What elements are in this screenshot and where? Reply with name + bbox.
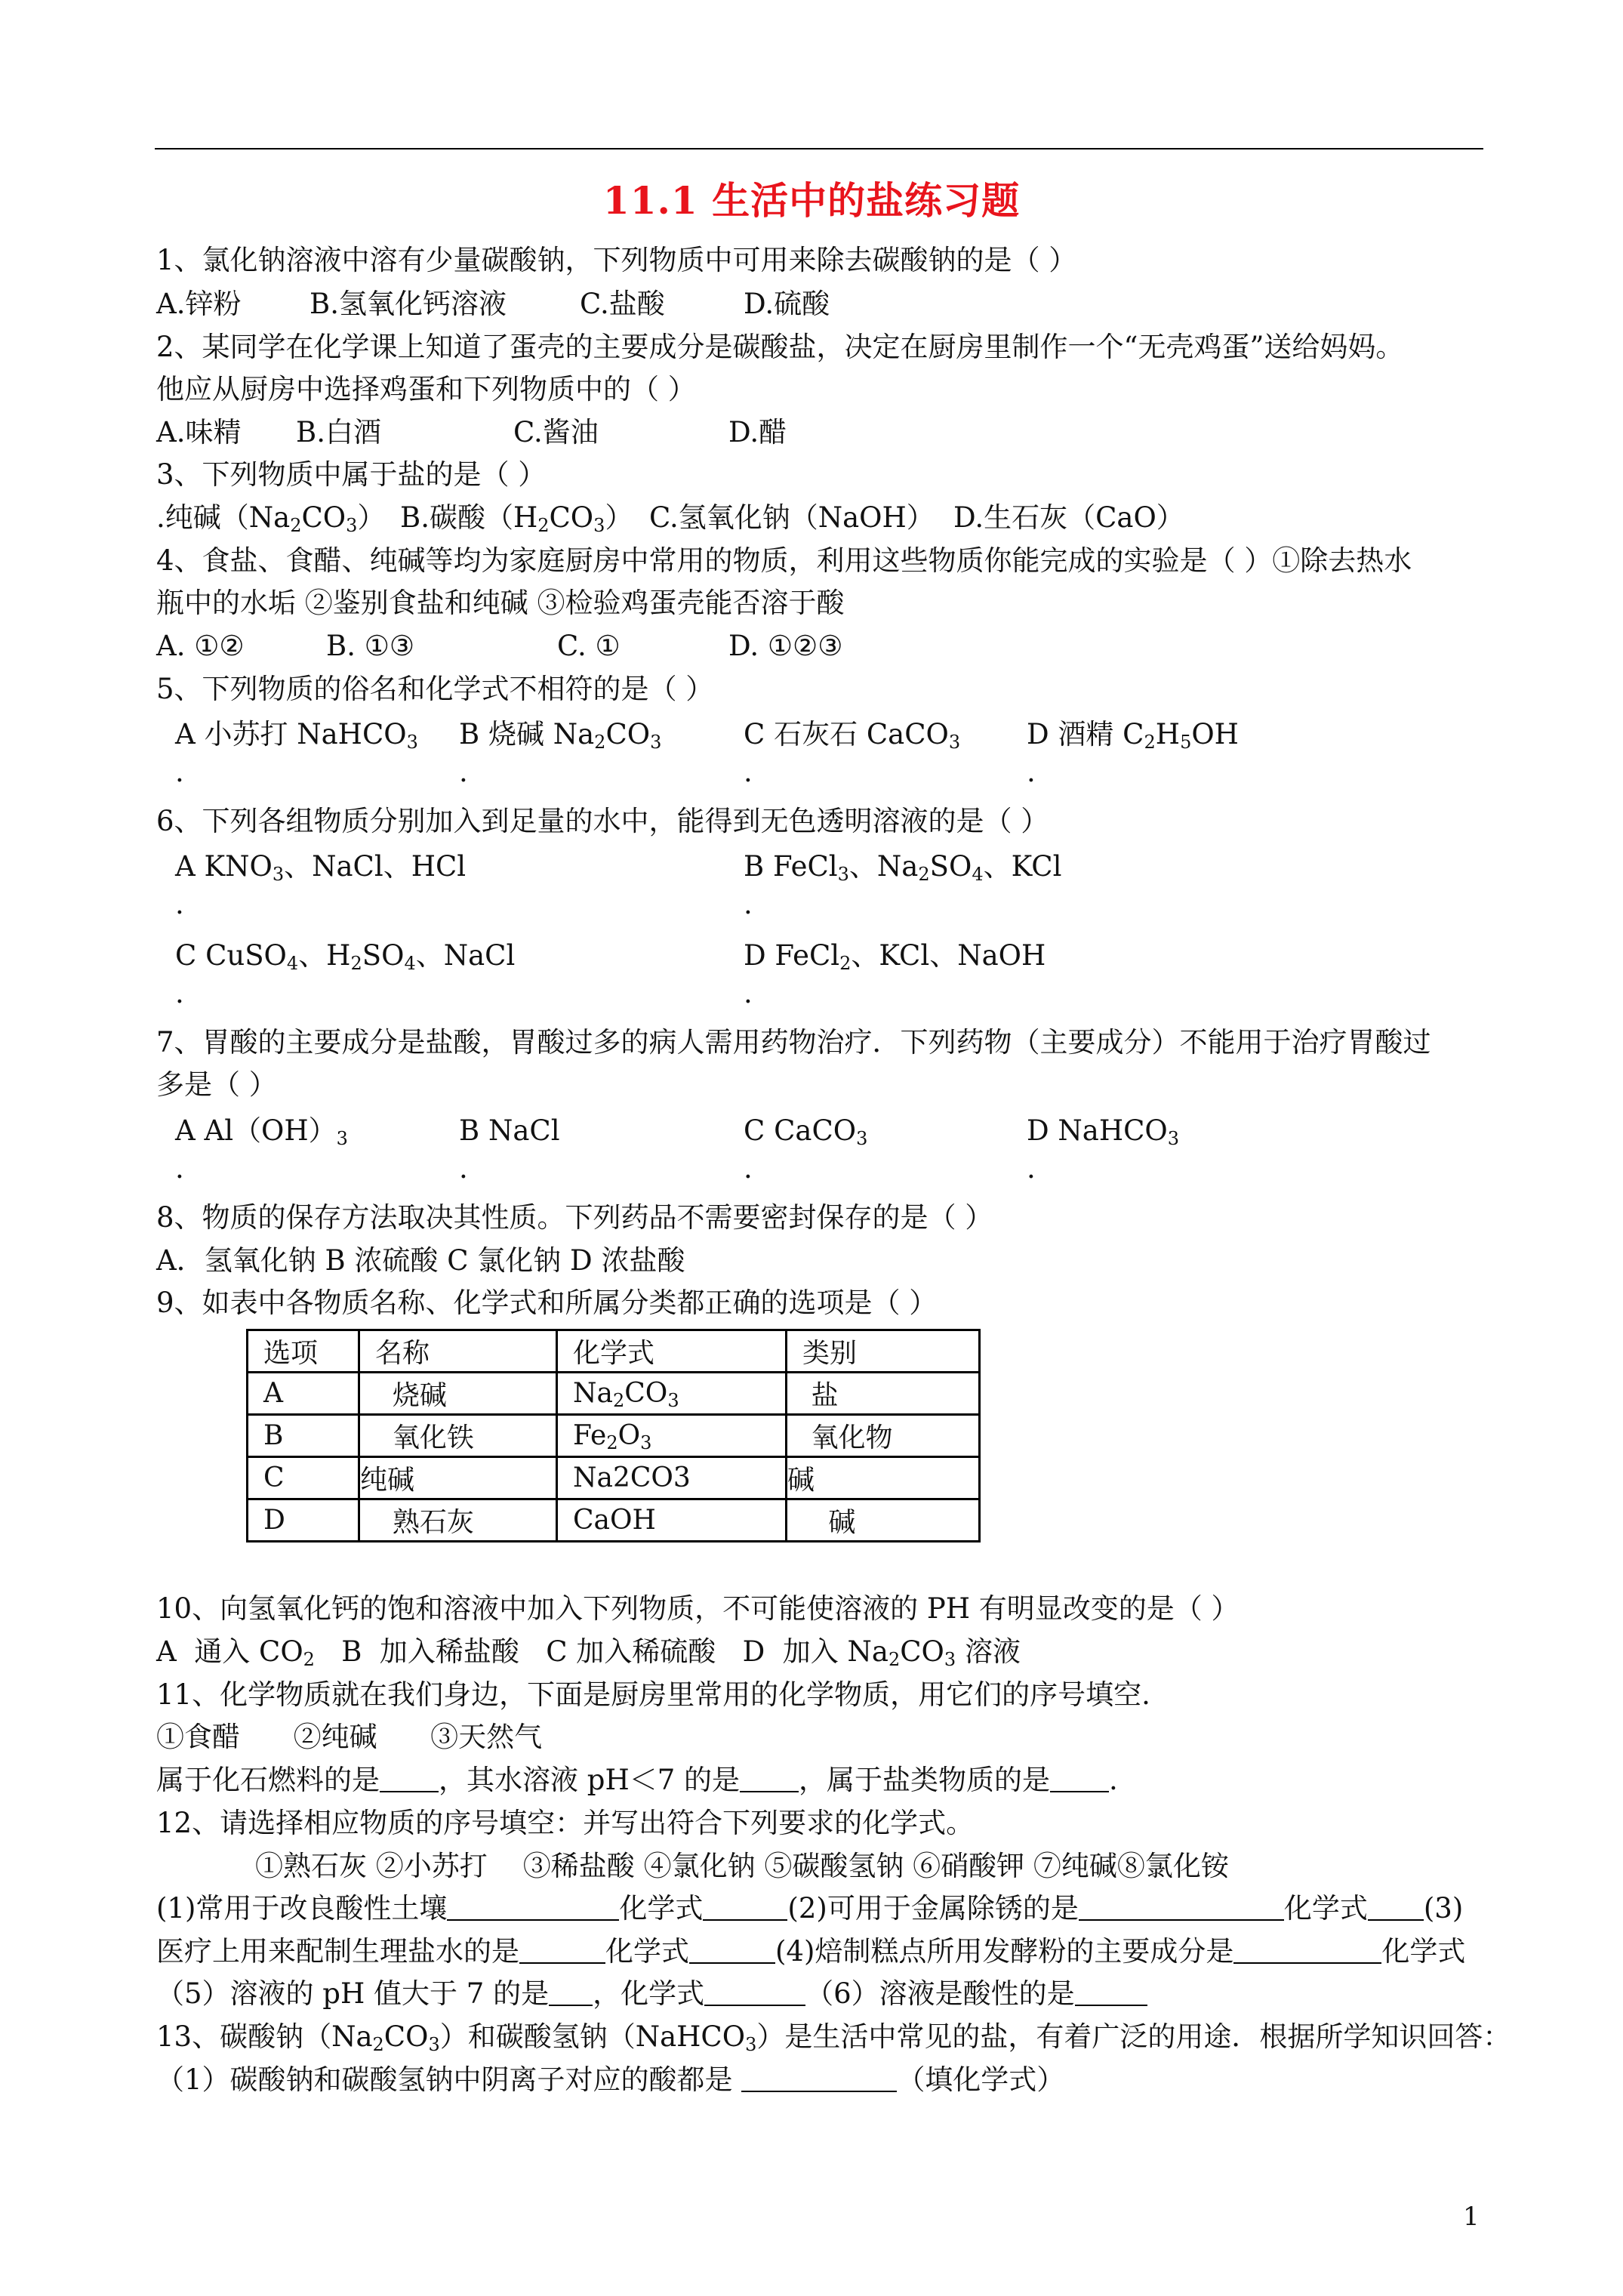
q2-option-c: C.酱油 <box>513 416 599 448</box>
q12-line-2: 医疗上用来配制生理盐水的是 化学式 (4)焙制糕点所用发酵粉的主要成分是 化学式 <box>156 1935 1466 1968</box>
question-8-stem: 8、物质的保存方法取决其性质。下列药品不需要密封保存的是（ ） <box>156 1201 993 1234</box>
q2-option-a: A.味精 <box>156 416 242 448</box>
q4-option-a: A. ①② <box>156 630 245 662</box>
q13-sub-question-1: （1）碳酸钠和碳酸氢钠中阴离子对应的酸都是 （填化学式） <box>156 2063 1065 2096</box>
table-cell-formula: Na2CO3 <box>557 1457 787 1499</box>
q8-options: A．氢氧化钠 B 浓硫酸 C 氯化钠 D 浓盐酸 <box>156 1244 685 1277</box>
question-2-stem-line-1: 2、某同学在化学课上知道了蛋壳的主要成分是碳酸盐，决定在厨房里制作一个“无壳鸡蛋”送给妈妈。 <box>156 331 1404 363</box>
q3-option-b: B.碳酸$(H_2CO_3)$ <box>400 501 633 536</box>
answer-blank[interactable] <box>741 2065 897 2092</box>
q1-option-b: B.氢氧化钙溶液 <box>310 288 507 320</box>
answer-blank[interactable] <box>519 1937 605 1964</box>
q1-option-c: C.盐酸 <box>580 288 665 320</box>
answer-blank[interactable] <box>447 1894 619 1921</box>
table-header-cell: 类别 <box>787 1330 980 1373</box>
answer-blank[interactable] <box>740 1765 799 1792</box>
q3-option-c: C.氢氧化钠（NaOH） <box>649 501 935 534</box>
table-header-cell: 选项 <box>248 1330 359 1373</box>
answer-blank[interactable] <box>1079 1894 1284 1921</box>
q4-option-c: C. ① <box>557 630 621 662</box>
table-cell-category: 氧化物 <box>787 1415 980 1457</box>
q4-option-b: B. ①③ <box>326 630 415 662</box>
option-dot: . <box>1027 1152 1036 1185</box>
table-cell-name: 氧化铁 <box>359 1415 557 1457</box>
table-cell-category: 碱 <box>787 1499 980 1542</box>
table-cell-option: D <box>248 1499 359 1542</box>
q10-options: A 通入 $CO_2$ B 加入稀盐酸 C 加入稀硫酸 D 加入 $Na_2CO_3$ 溶液 <box>156 1635 1021 1670</box>
q2-option-d: D.醋 <box>728 416 787 448</box>
table-row <box>248 1415 980 1457</box>
question-10-stem: 10、向氢氧化钙的饱和溶液中加入下列物质，不可能使溶液的 PH 有明显改变的是（ ） <box>156 1592 1240 1625</box>
q7-option-d: D NaHCO$_3$ <box>1027 1114 1180 1149</box>
question-13-stem: 13、碳酸钠$(Na_2CO_3)$和碳酸氢钠（NaHCO$_3$）是生活中常见的盐，有着广泛的用途．根据所学知识回答： <box>156 2020 1511 2055</box>
question-3-stem: 3、下列物质中属于盐的是（ ） <box>156 458 547 491</box>
q1-option-a: A.锌粉 <box>156 288 242 320</box>
table-row <box>248 1457 980 1499</box>
answer-blank[interactable] <box>689 1937 775 1964</box>
answer-blank[interactable] <box>703 1894 787 1921</box>
table-header-cell: 名称 <box>359 1330 557 1373</box>
q2-option-b: B.白酒 <box>296 416 381 448</box>
answer-blank[interactable] <box>1075 1979 1147 2006</box>
q12-line-1: (1)常用于改良酸性土壤 化学式 (2)可用于金属除锈的是 化学式 (3) <box>156 1892 1464 1925</box>
q6-option-c: C CuSO$_4$、$H_2SO_4$、NaCl <box>175 939 516 974</box>
q5-option-b: B 烧碱 $Na_2CO_3$ <box>459 718 662 753</box>
table-header-cell: 化学式 <box>557 1330 787 1373</box>
table-cell-formula: CaOH <box>557 1499 787 1542</box>
page-title: 11.1 生活中的盐练习题 <box>602 178 1021 223</box>
option-dot: . <box>744 977 753 1009</box>
q7-option-a: A $Al(OH)_3$ <box>175 1114 348 1149</box>
q7-option-b: B NaCl <box>459 1114 560 1147</box>
question-11-stem: 11、化学物质就在我们身边，下面是厨房里常用的化学物质，用它们的序号填空. <box>156 1678 1150 1711</box>
q11-items: ①食醋 ②纯碱 ③天然气 <box>156 1721 543 1753</box>
option-dot: . <box>175 888 184 920</box>
q12-line-3: （5）溶液的 pH 值大于 7 的是 ，化学式 （6）溶液是酸性的是 <box>156 1977 1147 2011</box>
table-cell-name: 纯碱 <box>359 1457 557 1499</box>
answer-blank[interactable] <box>704 1979 805 2006</box>
question-1-stem: 1、氯化钠溶液中溶有少量碳酸钠，下列物质中可用来除去碳酸钠的是（ ） <box>156 244 1077 276</box>
q7-option-c: C CaCO$_3$ <box>744 1114 868 1149</box>
option-dot: . <box>175 1152 184 1185</box>
question-5-stem: 5、下列物质的俗名和化学式不相符的是（ ） <box>156 673 714 705</box>
q5-option-c: C 石灰石 CaCO$_3$ <box>744 718 961 753</box>
option-dot: . <box>744 1152 753 1185</box>
question-12-stem: 12、请选择相应物质的序号填空：并写出符合下列要求的化学式。 <box>156 1807 975 1839</box>
q4-option-d: D. ①②③ <box>728 630 843 662</box>
question-4-stem-line-2: 瓶中的水垢 ②鉴别食盐和纯碱 ③检验鸡蛋壳能否溶于酸 <box>156 587 845 619</box>
option-dot: . <box>744 756 753 788</box>
table-cell-formula: $Fe_2O_3$ <box>557 1415 787 1457</box>
table-cell-name: 烧碱 <box>359 1373 557 1415</box>
q12-items: ①熟石灰 ②小苏打 ③稀盐酸 ④氯化钠 ⑤碳酸氢钠 ⑥硝酸钾 ⑦纯碱⑧氯化铵 <box>255 1850 1229 1882</box>
option-dot: . <box>175 756 184 788</box>
table-cell-option: B <box>248 1415 359 1457</box>
option-dot: . <box>459 756 468 788</box>
answer-blank[interactable] <box>1233 1937 1381 1964</box>
table-cell-option: C <box>248 1457 359 1499</box>
option-dot: . <box>1027 756 1036 788</box>
table-cell-category: 盐 <box>787 1373 980 1415</box>
classification-table <box>246 1329 981 1542</box>
q1-option-d: D.硫酸 <box>744 288 830 320</box>
question-6-stem: 6、下列各组物质分别加入到足量的水中，能得到无色透明溶液的是（ ） <box>156 805 1049 837</box>
page-number: 1 <box>1463 2202 1480 2232</box>
q5-option-a: A 小苏打 NaHCO$_3$ <box>175 718 418 753</box>
question-9-stem: 9、如表中各物质名称、化学式和所属分类都正确的选项是（ ） <box>156 1287 938 1319</box>
option-dot: . <box>175 977 184 1009</box>
question-4-stem-line-1: 4、食盐、食醋、纯碱等均为家庭厨房中常用的物质，利用这些物质你能完成的实验是（ ）①除去热水 <box>156 544 1412 577</box>
header-rule <box>155 148 1483 149</box>
option-dot: . <box>744 888 753 920</box>
q6-option-b: B FeCl$_3$、$Na_2SO_4$、KCl <box>744 850 1062 885</box>
table-cell-category: 碱 <box>787 1457 980 1499</box>
table-cell-option: A <box>248 1373 359 1415</box>
q5-option-d: D 酒精 $C_2H_5OH$ <box>1027 718 1239 753</box>
answer-blank[interactable] <box>1368 1894 1424 1921</box>
answer-blank[interactable] <box>1050 1765 1109 1792</box>
question-7-stem-line-2: 多是（ ） <box>156 1068 277 1101</box>
table-cell-name: 熟石灰 <box>359 1499 557 1542</box>
table-row <box>248 1499 980 1542</box>
q3-option-a: .纯碱$(Na_2CO_3)$ <box>156 501 386 536</box>
option-dot: . <box>459 1152 468 1185</box>
q11-fill-line: 属于化石燃料的是 ，其水溶液 pH＜7 的是 ，属于盐类物质的是 . <box>156 1764 1118 1796</box>
table-row <box>248 1373 980 1415</box>
question-2-stem-line-2: 他应从厨房中选择鸡蛋和下列物质中的（ ） <box>156 373 696 405</box>
q3-option-d: D.生石灰（CaO） <box>953 501 1184 534</box>
answer-blank[interactable] <box>549 1979 593 2006</box>
q6-option-d: D FeCl$_2$、KCl、NaOH <box>744 939 1046 974</box>
q6-option-a: A $KNO_3$、NaCl、HCl <box>175 850 467 885</box>
answer-blank[interactable] <box>380 1765 439 1792</box>
table-header-row <box>248 1330 980 1373</box>
table-cell-formula: $Na_2CO_3$ <box>557 1373 787 1415</box>
question-7-stem-line-1: 7、胃酸的主要成分是盐酸，胃酸过多的病人需用药物治疗．下列药物（主要成分）不能用于治疗胃酸过 <box>156 1026 1431 1059</box>
